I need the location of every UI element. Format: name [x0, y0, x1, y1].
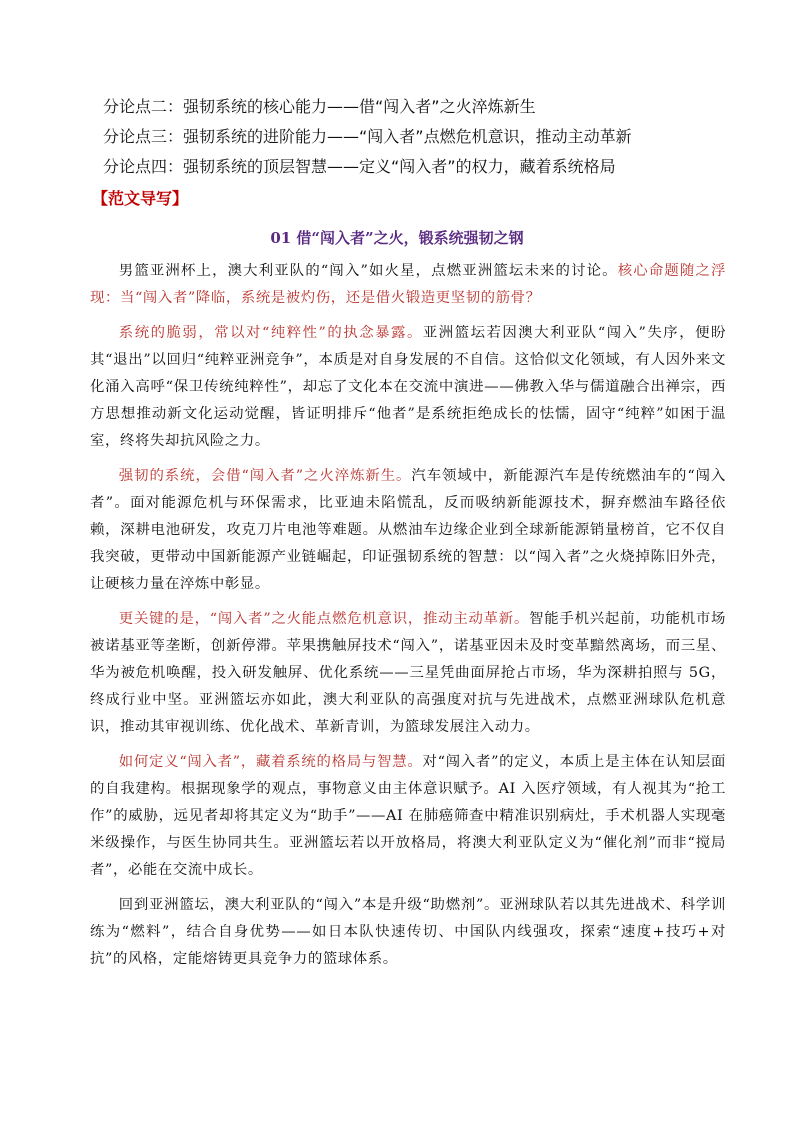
- paragraph-3-text: 汽车领域中，新能源汽车是传统燃油车的“闯入者”。面对能源危机与环保需求，比亚迪未陷慌乱，反而吸纳新能源技术，摒弃燃油车路径依赖，深耕电池研发，攻克刀片电池等难题。从燃油车边缘企业到全球新能源销量榜首，它不仅自我突破，更带动中国新能源产业链崛起，印证强韧系统的智慧：以“闯入者”之火烧掉陈旧外壳，让硬核力量在淬炼中彰显。: [90, 468, 726, 592]
- paragraph-3: [90, 463, 726, 598]
- essay-body: [90, 258, 726, 981]
- paragraph-3-highlight: 强韧的系统，会借“闯入者”之火淬炼新生。: [118, 468, 412, 484]
- sub-argument-outline: [103, 92, 743, 182]
- sub-argument-4: 分论点四：强韧系统的顶层智慧——定义“闯入者”的权力，藏着系统格局: [103, 157, 616, 176]
- paragraph-6: [90, 892, 726, 973]
- paragraph-2-text: 亚洲篮坛若因澳大利亚队“闯入”失序，便盼其“退出”以回归“纯粹亚洲竞争”，本质是对自身发展的不自信。这恰似文化领域，有人因外来文化涌入高呼“保卫传统纯粹性”，却忘了文化本在交流中演进——佛教入华与儒道融合出禅宗，西方思想推动新文化运动觉醒，皆证明排斥“他者”是系统拒绝成长的怯懦，固守“纯粹”如困于温室，终将失却抗风险之力。: [90, 325, 726, 449]
- paragraph-1-highlight: 核心命题随之浮现：当“闯入者”降临，系统是被灼伤，还是借火锻造更坚韧的筋骨？: [90, 263, 726, 306]
- paragraph-6-text: 回到亚洲篮坛，澳大利亚队的“闯入”本是升级“助燃剂”。亚洲球队若以其先进战术、科学训练为“燃料”，结合自身优势——如日本队快速传切、中国队内线强攻，探索“速度+技巧+对抗”的风格，定能熔铸更具竞争力的篮球体系。: [90, 897, 726, 967]
- paragraph-4-highlight: 更关键的是，“闯入者”之火能点燃危机意识，推动主动革新。: [118, 611, 530, 627]
- paragraph-1-text: 男篮亚洲杯上，澳大利亚队的“闯入”如火星，点燃亚洲篮坛未来的讨论。: [118, 263, 618, 279]
- sub-argument-2: 分论点二：强韧系统的核心能力——借“闯入者”之火淬炼新生: [103, 97, 536, 116]
- paragraph-5: [90, 749, 726, 884]
- paragraph-4: [90, 606, 726, 741]
- paragraph-5-highlight: 如何定义“闯入者”，藏着系统的格局与智慧。: [118, 754, 423, 770]
- paragraph-1: [90, 258, 726, 312]
- essay-title: 01 借“闯入者”之火，锻系统强韧之钢: [270, 229, 524, 247]
- paragraph-5-text: 对“闯入者”的定义，本质上是主体在认知层面的自我建构。根据现象学的观点，事物意义由主体意识赋予。AI 入医疗领域，有人视其为“抢工作”的威胁，远见者却将其定义为“助手”——AI 在肺癌筛查中精准识别病灶，手术机器人实现毫米级操作，与医生协同共生。亚洲篮坛若以开放格局，将澳大利亚队定义为“催化剂”而非“搅局者”，必能在交流中成长。: [90, 754, 726, 878]
- sub-argument-3: 分论点三：强韧系统的进阶能力——“闯入者”点燃危机意识，推动主动革新: [103, 127, 632, 146]
- section-label: 【范文导写】: [92, 189, 189, 208]
- paragraph-2: [90, 320, 726, 455]
- paragraph-2-highlight: 系统的脆弱，常以对“纯粹性”的执念暴露。: [118, 325, 423, 341]
- paragraph-4-text: 智能手机兴起前，功能机市场被诺基亚等垄断，创新停滞。苹果携触屏技术“闯入”，诺基亚因未及时变革黯然离场，而三星、华为被危机唤醒，投入研发触屏、优化系统——三星凭曲面屏抢占市场，华为深耕拍照与 5G，终成行业中坚。亚洲篮坛亦如此，澳大利亚队的高强度对抗与先进战术，点燃亚洲球队危机意识，推动其审视训练、优化战术、革新青训，为篮球发展注入动力。: [90, 611, 726, 735]
